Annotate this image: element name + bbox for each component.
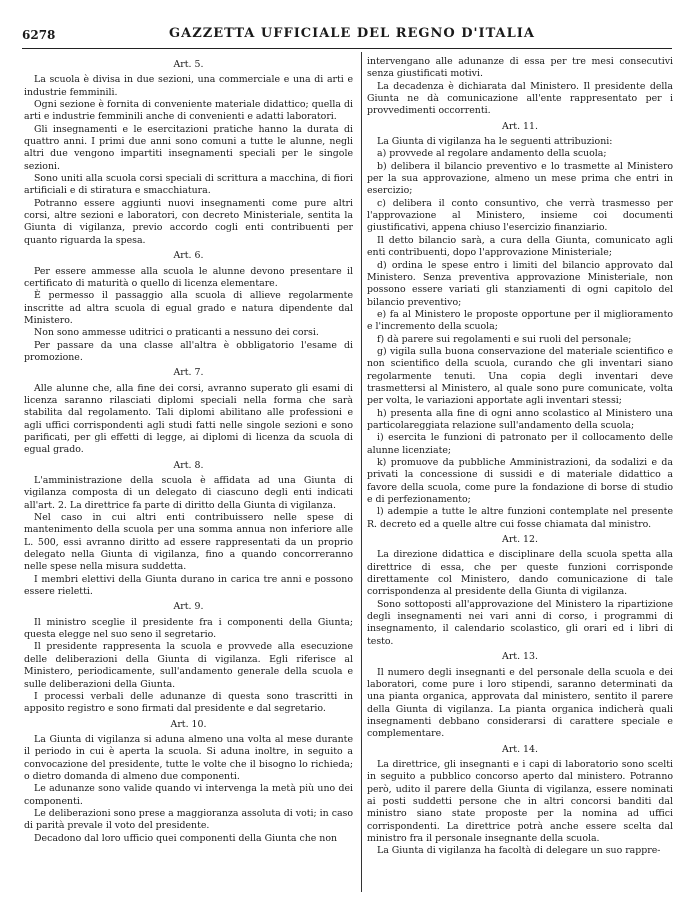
paragraph: Per passare da una classe all'altra è obbligatorio l'esame di promozione. [24, 339, 353, 363]
article-heading: Art. 14. [502, 743, 538, 755]
paragraph: Il ministro sceglie il presidente fra i componenti della Giunta; questa elegge nel suo seno il segretario. [24, 616, 353, 641]
publication-title: GAZZETTA UFFICIALE DEL REGNO D'ITALIA [169, 26, 535, 41]
paragraph: La decadenza è dichiarata dal Ministero. Il presidente della Giunta ne dà comunicazione all'ente rappresentato per i provvedimenti occorrenti. [367, 80, 673, 117]
paragraph: La scuola è divisa in due sezioni, una commerciale e una di arti e industrie femminili. [24, 74, 353, 98]
paragraph: Alle alunne che, alla fine dei corsi, avranno superato gli esami di licenza saranno rilasciati diplomi speciali nella forma che sarà stabilita dal regolamento. Tali diplomi abilitano alle professioni e agli uffici corrispondenti agli studi fatti nelle singole sezioni e sono parificati, per gli effetti di legge, ai diplomi di licenza da scuola di egual grado. [24, 382, 353, 456]
paragraph: Per essere ammesse alla scuola le alunne devono presentare il certificato di maturità o quello di licenza elementare. [24, 265, 353, 289]
column-divider [361, 52, 362, 892]
paragraph: Potranno essere aggiunti nuovi insegnamenti come pure altri corsi, altre sezioni e laboratori, con decreto Ministeriale, sentita la Giunta di vigilanza, previo accordo cogli enti contribuenti per quanto riguarda la spesa. [24, 197, 353, 246]
paragraph: Sono uniti alla scuola corsi speciali di scrittura a macchina, di fiori artificiali e di stiratura e smacchiatura. [24, 173, 353, 197]
list-item: f) dà parere sui regolamenti e sui ruoli del personale; [377, 333, 632, 345]
paragraph: Il numero degli insegnanti e del personale della scuola e dei laboratori, come pure i loro stipendi, saranno determinati da una pianta organica, approvata dal ministero, sentito il parere della Giunta di vigilanza. La pianta organica indicherà quali insegnamenti debbano considerarsi di carattere speciale e complementare. [367, 666, 673, 740]
paragraph: Ogni sezione è fornita di conveniente materiale didattico; quella di arti e industrie femminili anche di convenienti e adatti laboratori. [24, 99, 353, 123]
list-item: g) vigila sulla buona conservazione del materiale scientifico e non scientifico della scuola, curando che gli inventari siano regolarmente tenuti. Una copia degli inventari deve trasmettersi al Ministero, al quale sono pure comunicate, volta per volta, le variazioni apportate agli inventari stessi; [367, 345, 673, 407]
paragraph: Decadono dal loro ufficio quei componenti della Giunta che non [34, 832, 338, 844]
paragraph: Le deliberazioni sono prese a maggioranza assoluta di voti; in caso di parità prevale il voto del presidente. [24, 807, 353, 832]
article-heading: Art. 7. [173, 367, 204, 379]
article-heading: Art. 5. [173, 59, 204, 70]
paragraph: La direttrice, gli insegnanti e i capi di laboratorio sono scelti in seguito a pubblico concorso aperto dal ministero. Potranno però, udito il parere della Giunta di vigilanza, essere nominati ai posti suddetti persone che in altri concorsi banditi dal ministro siano state proposte per la nomina ad uffici corrispondenti. La direttrice potrà anche essere scelta dal ministro fra il personale insegnante della scuola. [367, 758, 673, 844]
paragraph: Le adunanze sono valide quando vi intervenga la metà più uno dei componenti. [24, 783, 353, 807]
article-heading: Art. 10. [170, 718, 207, 730]
article-heading: Art. 11. [502, 120, 538, 132]
list-item: l) adempie a tutte le altre funzioni contemplate nel presente R. decreto ed a quelle altre cui fosse chiamata dal ministro. [367, 506, 673, 530]
paragraph: È permesso il passaggio alla scuola di allieve regolarmente inscritte ad altra scuola di egual grado e natura dipendente dal Ministero. [24, 290, 353, 326]
paragraph: Gli insegnamenti e le esercitazioni pratiche hanno la durata di quattro anni. I primi due anni sono comuni a tutte le alunne, negli altri due vengono impartiti insegnamenti speciali per le singole sezioni. [24, 123, 353, 172]
paragraph: La direzione didattica e disciplinare della scuola spetta alla direttrice di essa, che per queste funzioni corrisponde direttamente col Ministero, dando comunicazione di tale corrispondenza al presidente della Giunta di vigilanza. [367, 549, 673, 598]
list-item: k) promuove da pubbliche Amministrazioni, da sodalizi e da privati la concessione di sussidi e di materiale didattico a favore della scuola, come pure la fondazione di borse di studio e di perfezionamento; [367, 457, 673, 506]
paragraph: I processi verbali delle adunanze di questa sono trascritti in apposito registro e sono firmati dal presidente e dal segretario. [24, 690, 353, 715]
article-heading: Art. 8. [173, 459, 204, 471]
paragraph: Sono sottoposti all'approvazione del Ministero la ripartizione degli insegnamenti nei vari anni di corso, i programmi di insegnamento, il calendario scolastico, gli orari ed i libri di testo. [367, 598, 673, 647]
list-item: b) delibera il bilancio preventivo e lo trasmette al Ministero per la sua approvazione, almeno un mese prima che entri in esercizio; [367, 160, 673, 197]
paragraph: intervengano alle adunanze di essa per tre mesi consecutivi senza giustificati motivi. [367, 56, 673, 80]
article-heading: Art. 13. [502, 651, 538, 663]
paragraph: La Giunta di vigilanza si aduna almeno una volta al mese durante il periodo in cui è aperta la scuola. Si aduna inoltre, in seguito a convocazione del presidente, tutte le volte che il bisogno lo richieda; o dietro domanda di almeno due componenti. [24, 733, 353, 782]
page-header [22, 12, 682, 46]
paragraph: La Giunta di vigilanza ha le seguenti attribuzioni: [377, 136, 613, 148]
article-heading: Art. 6. [173, 250, 204, 262]
paragraph: Il detto bilancio sarà, a cura della Giunta, comunicato agli enti contribuenti, dopo l'approvazione Ministeriale; [367, 234, 673, 259]
left-column [24, 56, 353, 845]
header-divider [22, 48, 672, 49]
paragraph: Nel caso in cui altri enti contribuissero nelle spese di mantenimento della scuola per una somma annua non inferiore alle L. 500, essi avranno diritto ad essere rappresentati da un proprio delegato nella Giunta di vigilanza, fino a quando concorreranno nelle spese nella misura suddetta. [24, 512, 353, 573]
paragraph: Il presidente rappresenta la scuola e provvede alla esecuzione delle deliberazioni della Giunta di vigilanza. Egli riferisce al Ministero, periodicamente, sull'andamento generale della scuola e sulle deliberazioni della Giunta. [24, 641, 353, 690]
right-column [367, 56, 673, 858]
paragraph: L'amministrazione della scuola è affidata ad una Giunta di vigilanza composta di un delegato di ciascuno degli enti indicati all'art. 2. La direttrice fa parte di diritto della Giunta di vigilanza. [24, 475, 353, 511]
paragraph: I membri elettivi della Giunta durano in carica tre anni e possono essere rieletti. [24, 573, 353, 598]
article-heading: Art. 12. [502, 534, 538, 546]
page-number: 6278 [22, 28, 56, 42]
list-item: c) delibera il conto consuntivo, che verrà trasmesso per l'approvazione al Ministero, insieme coi documenti giustificativi, appena chiuso l'esercizio finanziario. [367, 197, 673, 234]
list-item: a) provvede al regolare andamento della scuola; [377, 148, 607, 160]
list-item: h) presenta alla fine di ogni anno scolastico al Ministero una particolareggiata relazione sull'andamento della scuola; [367, 407, 673, 431]
list-item: d) ordina le spese entro i limiti del bilancio approvato dal Ministero. Senza preventiva approvazione Ministeriale, non possono essere variati gli stanziamenti di ogni capitolo del bilancio preventivo; [367, 259, 673, 308]
paragraph: Non sono ammesse uditrici o praticanti a nessuno dei corsi. [34, 327, 319, 339]
article-heading: Art. 9. [173, 601, 204, 613]
list-item: i) esercita le funzioni di patronato per il collocamento delle alunne licenziate; [367, 432, 673, 456]
paragraph: La Giunta di vigilanza ha facoltà di delegare un suo rappre- [377, 845, 661, 857]
list-item: e) fa al Ministero le proposte opportune per il miglioramento e l'incremento della scuola; [367, 308, 673, 333]
